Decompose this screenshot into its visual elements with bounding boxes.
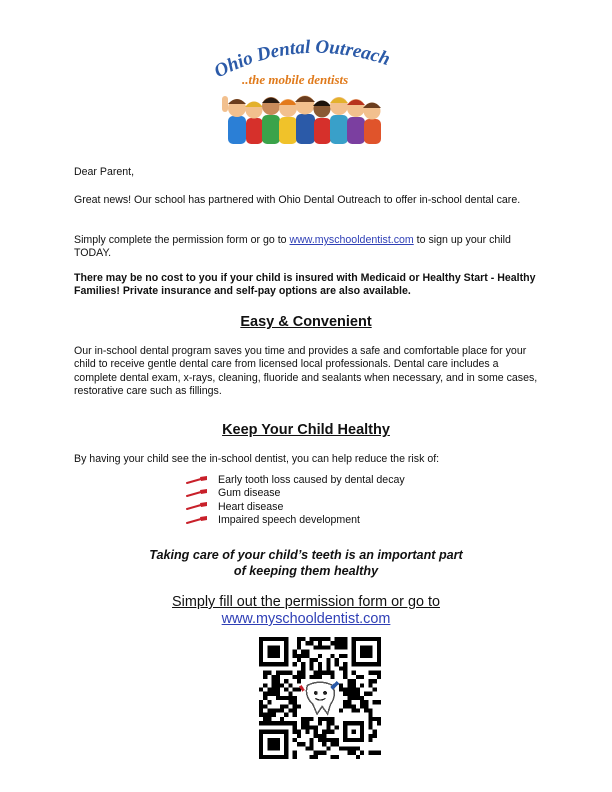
website-link[interactable]: www.myschooldentist.com: [289, 234, 414, 246]
toothbrush-icon: [186, 516, 208, 526]
signup-text-before: Simply complete the permission form or go to: [74, 234, 290, 246]
logo-title: Ohio Dental Outreach: [210, 36, 393, 83]
toothbrush-icon: [186, 502, 208, 512]
greeting: Dear Parent,: [74, 166, 135, 178]
list-item: Gum disease: [186, 487, 405, 500]
insurance-paragraph: There may be no cost to you if your child is insured with Medicaid or Healthy Start - Healthy Families! Private insurance and self-pay options are also available.: [74, 272, 536, 298]
program-paragraph: Our in-school dental program saves you time and provides a safe and comfortable place for your child to receive gentle dental care from licensed local professionals. Dental care includes a complete dental exam, x-rays, cleaning, fluoride and sealants when necessary, and in some cases, restorative care such as fillings.: [74, 345, 538, 398]
tooth-mascot-icon: [300, 679, 339, 717]
logo-graphic: [200, 20, 410, 150]
list-item: Impaired speech development: [186, 514, 405, 527]
signup-paragraph: [74, 234, 544, 261]
intro-paragraph: Great news! Our school has partnered with Ohio Dental Outreach to offer in-school dental care.: [74, 194, 521, 206]
logo-tagline: ..the mobile dentists: [242, 72, 349, 87]
heading-easy-convenient: Easy & Convenient: [240, 314, 372, 330]
toothbrush-icon: [186, 489, 208, 499]
list-item: Early tooth loss caused by dental decay: [186, 474, 405, 487]
heading-keep-healthy: Keep Your Child Healthy: [222, 422, 390, 438]
ohio-dental-outreach-logo: [200, 20, 410, 150]
healthy-teeth-tagline: Taking care of your child’s teeth is an important part of keeping them healthy: [149, 548, 463, 578]
cta-text: Simply fill out the permission form or go to: [172, 594, 440, 610]
cta-website-link[interactable]: www.myschooldentist.com: [221, 611, 391, 627]
qr-code-icon: [259, 637, 381, 759]
call-to-action: [0, 594, 612, 628]
signup-text-after: to sign up your child TODAY.: [74, 234, 511, 260]
toothbrush-icon: [186, 476, 208, 486]
kids-illustration: [222, 96, 381, 145]
risk-paragraph: By having your child see the in-school dentist, you can help reduce the risk of:: [74, 453, 440, 465]
list-item: Heart disease: [186, 501, 405, 514]
qr-code[interactable]: [259, 637, 381, 759]
risk-list: [186, 474, 405, 528]
